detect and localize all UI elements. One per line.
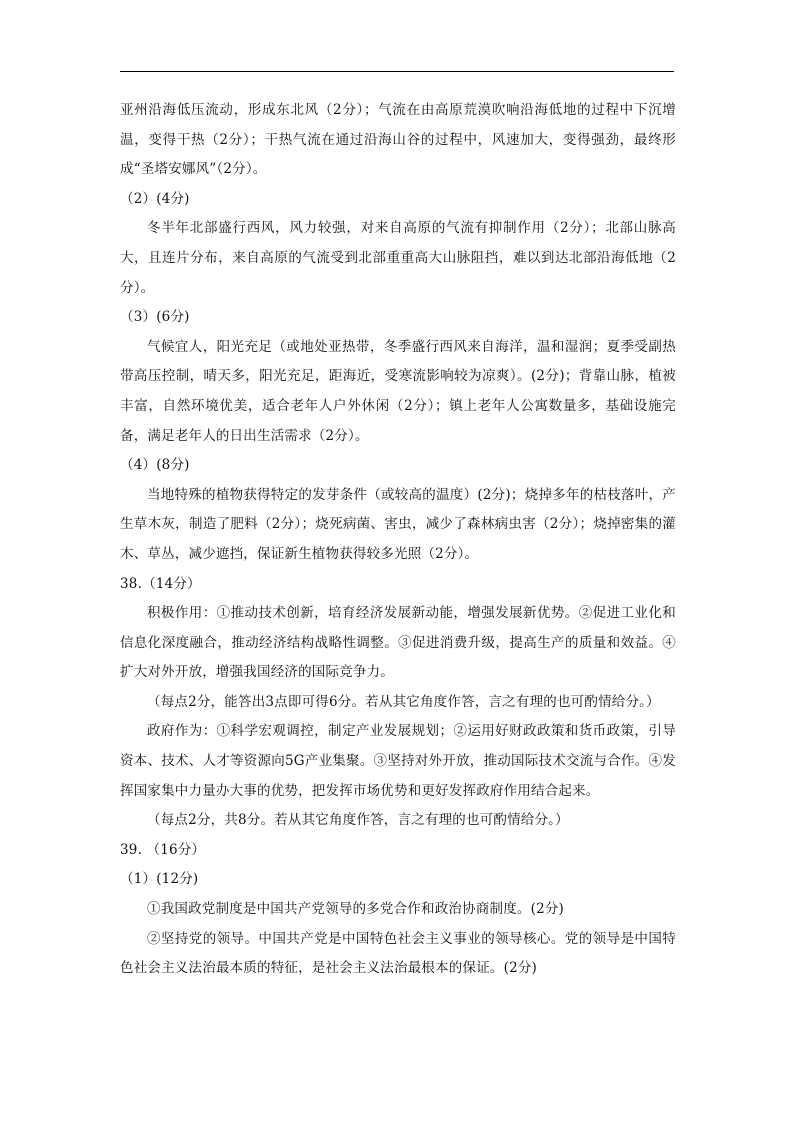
answer-paragraph: ①我国政党制度是中国共产党领导的多党合作和政治协商制度。(2分)	[147, 901, 565, 918]
answer-paragraph: 当地特殊的植物获得特定的发芽条件（或较高的温度）(2分)；烧掉多年的枯枝落叶，产生草木灰，制造了肥料（2分）；烧死病菌、害虫，减少了森林病虫害（2分）；烧掉密集的灌木、草丛，减少遮挡，保证新生植物获得较多光照（2分）。	[120, 486, 676, 562]
answer-paragraph: 气候宜人，阳光充足（或地处亚热带，冬季盛行西风来自海洋，温和湿润；夏季受副热带高压控制，晴天多，阳光充足，距海近，受寒流影响较为凉爽）。(2分)；背靠山脉，植被丰富，自然环境优美，适合老年人户外休闲（2分）；镇上老年人公寓数量多，基础设施完备，满足老年人的日出生活需求（2分）。	[120, 338, 676, 444]
header-rule	[120, 71, 674, 72]
question-label: （1）(12分)	[120, 871, 199, 888]
question-label: （4）(8分)	[120, 457, 190, 474]
answer-paragraph: 政府作为：①科学宏观调控，制定产业发展规划；②运用好财政政策和货币政策，引导资本、技术、人才等资源向5G产业集聚。③坚持对外开放，推动国际技术交流与合作。④发挥国家集中力量办大事的优势，把发挥市场优势和更好发挥政府作用结合起来。	[120, 723, 676, 799]
scoring-note: （每点2分，共8分。若从其它角度作答，言之有理的也可酌情给分。）	[147, 812, 569, 829]
answer-paragraph: 冬半年北部盛行西风，风力较强，对来自高原的气流有抑制作用（2分）；北部山脉高大，且连片分布，来自高原的气流受到北部重重高大山脉阻挡，难以到达北部沿海低地（2分）。	[120, 220, 676, 296]
scoring-note: （每点2分，能答出3点即可得6分。若从其它角度作答，言之有理的也可酌情给分。）	[147, 693, 660, 710]
question-label: （3）(6分)	[120, 309, 190, 326]
question-label: 39. （16分）	[120, 841, 206, 858]
answer-content	[120, 96, 676, 984]
question-label: （2）(4分)	[120, 190, 190, 207]
answer-paragraph: 亚州沿海低压流动，形成东北风（2分）；气流在由高原荒漠吹响沿海低地的过程中下沉增温，变得干热（2分）；干热气流在通过沿海山谷的过程中，风速加大，变得强劲，最终形成“圣塔安娜风”（2分）。	[120, 102, 676, 178]
answer-paragraph: 积极作用：①推动技术创新，培育经济发展新动能，增强发展新优势。②促进工业化和信息化深度融合，推动经济结构战略性调整。③促进消费升级，提高生产的质量和效益。④扩大对外开放，增强我国经济的国际竞争力。	[120, 605, 676, 681]
question-label: 38.（14分）	[120, 575, 201, 592]
answer-paragraph: ②坚持党的领导。中国共产党是中国特色社会主义事业的领导核心。党的领导是中国特色社会主义法治最本质的特征，是社会主义法治最根本的保证。(2分)	[120, 930, 676, 977]
